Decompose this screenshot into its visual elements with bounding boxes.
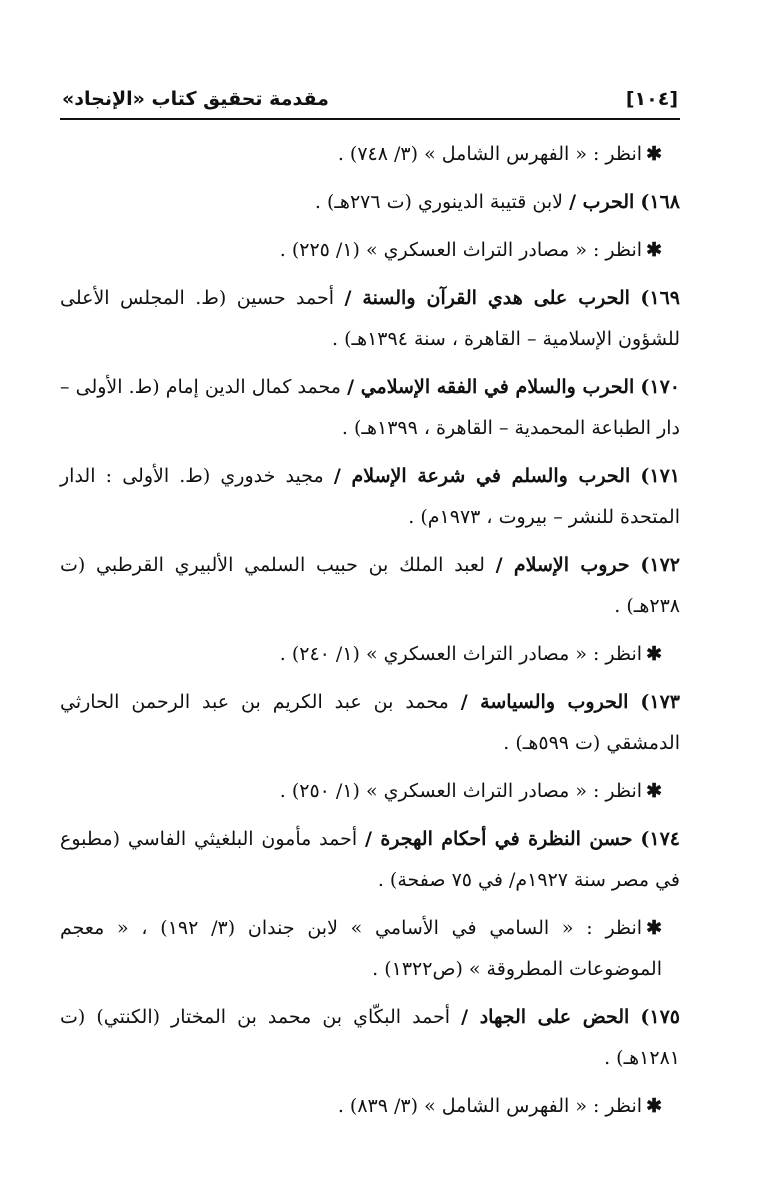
see-also-note [60,1086,680,1127]
bibliography-list [60,134,680,1127]
bibliography-entry [60,682,680,764]
asterisk-icon: ✱ [646,917,663,939]
asterisk-icon: ✱ [646,143,662,165]
entry-number: ١٦٨) [640,191,680,213]
entry-title: حروب الإسلام / [495,554,630,576]
entry-details: مجيد خدوري (ط. الأولى : الدار المتحدة للنشر – بيروت ، ١٩٧٣م) . [60,465,680,528]
entry-details: أحمد حسين (ط. المجلس الأعلى للشؤون الإسلامية – القاهرة ، سنة ١٣٩٤هـ) . [60,287,680,350]
entry-number: ١٧٥) [640,1006,680,1028]
entry-details: أحمد مأمون البلغيثي الفاسي (مطبوع في مصر سنة ١٩٢٧م/ في ٧٥ صفحة) . [60,828,680,891]
asterisk-icon: ✱ [646,780,662,802]
entry-number: ١٧٤) [640,828,681,850]
entry-number: ١٧٢) [640,554,680,576]
see-also-note [60,771,680,812]
running-title: مقدمة تحقيق كتاب «الإنجاد» [62,88,329,110]
bibliography-entry [60,182,680,223]
entry-number: ١٦٩) [640,287,680,309]
page-header [60,80,680,120]
bibliography-entry [60,819,680,901]
bibliography-entry [60,997,680,1079]
entry-details: محمد كمال الدين إمام (ط. الأولى – دار الطباعة المحمدية – القاهرة ، ١٣٩٩هـ) . [60,376,680,439]
entry-number: ١٧١) [640,465,681,487]
entry-details: لعبد الملك بن حبيب السلمي الألبيري القرطبي (ت ٢٣٨هـ) . [60,554,680,617]
entry-title: الحرب / [569,191,635,213]
see-also-text: انظر : « السامي في الأسامي » لابن جندان (٣/ ١٩٢) ، « معجم الموضوعات المطروقة » (ص١٣٢٢) . [60,917,662,980]
entry-details: محمد بن عبد الكريم بن عبد الرحمن الحارثي الدمشقي (ت ٥٩٩هـ) . [60,691,680,754]
asterisk-icon: ✱ [646,1095,662,1117]
entry-title: الحروب والسياسة / [460,691,629,713]
page-number: [١٠٤] [625,88,678,110]
entry-details: أحمد البكّاي بن محمد بن المختار (الكنتي) (ت ١٢٨١هـ) . [60,1006,680,1069]
see-also-text: انظر : « مصادر التراث العسكري » (١/ ٢٤٠) . [279,643,643,665]
entry-title: الحرب والسلام في الفقه الإسلامي / [347,376,635,398]
see-also-note [60,230,680,271]
entry-title: الحرب على هدي القرآن والسنة / [344,287,630,309]
entry-title: حسن النظرة في أحكام الهجرة / [364,828,633,850]
see-also-note [60,634,680,675]
see-also-text: انظر : « مصادر التراث العسكري » (١/ ٢٢٥) . [279,239,643,261]
entry-title: الحض على الجهاد / [461,1006,630,1028]
see-also-text: انظر : « الفهرس الشامل » (٣/ ٧٤٨) . [337,143,643,165]
entry-number: ١٧٠) [640,376,680,398]
see-also-note [60,134,680,175]
entry-details: لابن قتيبة الدينوري (ت ٢٧٦هـ) . [314,191,564,213]
see-also-text: انظر : « مصادر التراث العسكري » (١/ ٢٥٠) . [279,780,643,802]
entry-title: الحرب والسلم في شرعة الإسلام / [333,465,631,487]
asterisk-icon: ✱ [646,643,662,665]
bibliography-entry [60,545,680,627]
see-also-note [60,908,680,990]
see-also-text: انظر : « الفهرس الشامل » (٣/ ٨٣٩) . [337,1095,643,1117]
bibliography-entry [60,278,680,360]
bibliography-entry [60,456,680,538]
entry-number: ١٧٣) [640,691,680,713]
asterisk-icon: ✱ [646,239,662,261]
page [60,80,680,1134]
bibliography-entry [60,367,680,449]
